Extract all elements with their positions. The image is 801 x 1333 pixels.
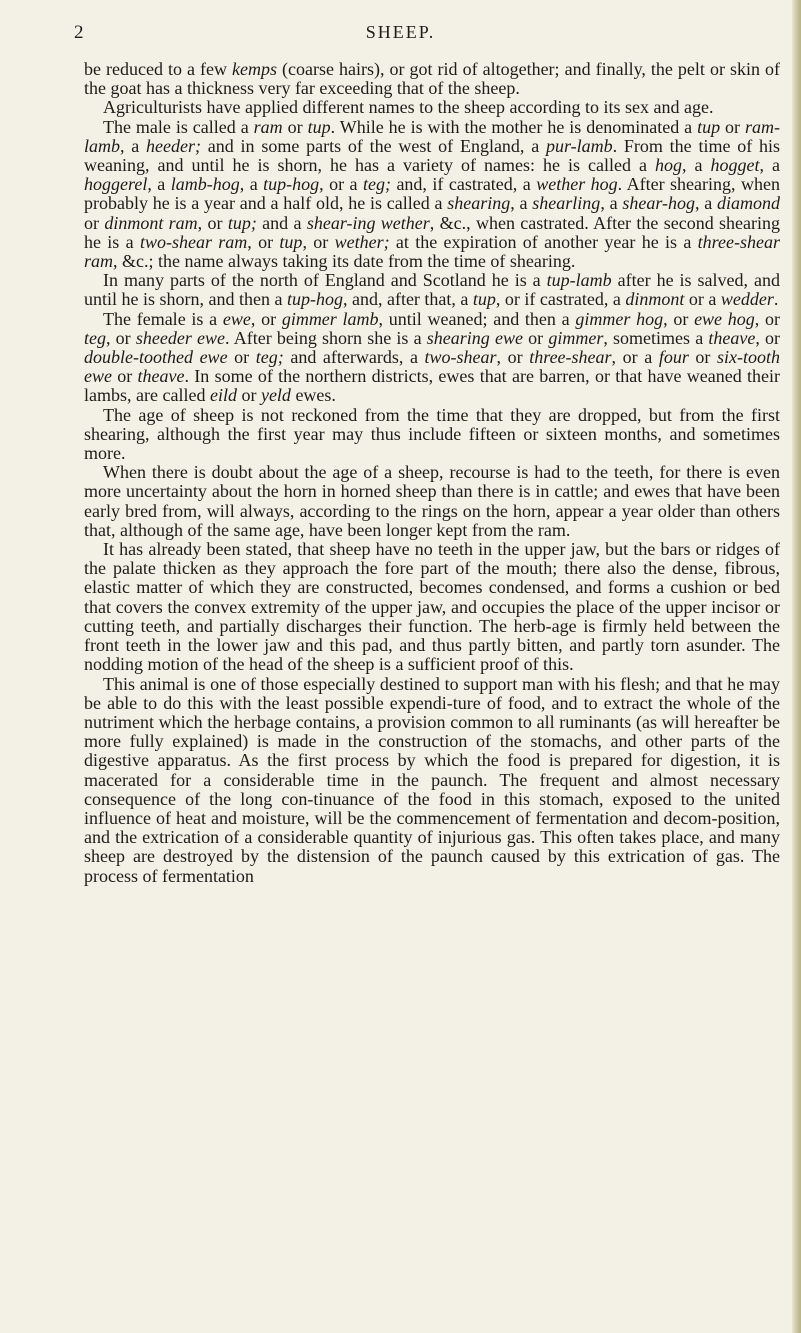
text-run: . bbox=[773, 289, 779, 310]
paragraph bbox=[84, 540, 780, 674]
italic-term: shear-hog bbox=[622, 193, 695, 214]
text-run: or bbox=[522, 327, 549, 348]
paragraph bbox=[84, 118, 780, 272]
text-run: and a bbox=[256, 212, 307, 233]
text-run: , a bbox=[120, 135, 147, 156]
italic-term: gimmer hog bbox=[575, 308, 664, 329]
text-run: or a bbox=[684, 289, 721, 310]
text-run: , or bbox=[197, 212, 228, 233]
text-run: or bbox=[282, 116, 308, 137]
italic-term: shearing bbox=[447, 193, 511, 214]
text-run: , and, after that, a bbox=[342, 289, 473, 310]
text-run: , until weaned; and then a bbox=[378, 308, 576, 329]
text-run: In many parts of the north of England and Scotland he is a bbox=[103, 270, 547, 291]
text-run: , a bbox=[239, 174, 264, 195]
text-run: , or if castrated, a bbox=[495, 289, 626, 310]
text-run: and afterwards, a bbox=[283, 347, 425, 368]
italic-term: pur-lamb bbox=[545, 135, 613, 156]
italic-term: hogget bbox=[710, 155, 760, 176]
text-run: and in some parts of the west of England, a bbox=[201, 135, 546, 156]
italic-term: six-tooth ewe bbox=[84, 347, 781, 387]
italic-term: yeld bbox=[260, 385, 291, 406]
italic-term: dinmont bbox=[625, 289, 685, 310]
italic-term: ram-lamb bbox=[84, 116, 780, 156]
paragraph bbox=[84, 310, 780, 406]
text-run: , &c., when castrated. After the second shearing he is a bbox=[84, 212, 781, 252]
italic-term: theave bbox=[708, 327, 756, 348]
text-run: , a bbox=[759, 155, 780, 176]
italic-term: eild bbox=[209, 385, 237, 406]
paragraph bbox=[84, 98, 780, 117]
text-run: or bbox=[227, 347, 256, 368]
italic-term: teg bbox=[84, 327, 106, 348]
text-run: (coarse hairs), or got rid of altogether; and finally, the pelt or skin of the goat has a thickness very far exceeding that of the sheep. bbox=[84, 59, 780, 99]
text-run: , or bbox=[754, 308, 781, 329]
italic-term: heeder; bbox=[146, 135, 202, 156]
italic-term: three-shear bbox=[529, 347, 612, 368]
italic-term: diamond bbox=[716, 193, 780, 214]
italic-term: dinmont ram bbox=[104, 212, 198, 233]
italic-term: gimmer lamb bbox=[281, 308, 379, 329]
italic-term: theave bbox=[137, 366, 185, 387]
italic-term: two-shear bbox=[424, 347, 497, 368]
text-run: , sometimes a bbox=[603, 327, 709, 348]
italic-term: three-shear ram bbox=[84, 231, 780, 272]
text-run: , or bbox=[302, 231, 335, 252]
text-run: and, if castrated, a bbox=[390, 174, 537, 195]
italic-term: tup bbox=[697, 116, 721, 137]
text-run: , a bbox=[694, 193, 717, 214]
text-run: , &c.; the name always taking its date from the time of shearing. bbox=[113, 251, 576, 272]
paragraph bbox=[84, 271, 780, 309]
italic-term: shearing ewe bbox=[426, 327, 523, 348]
page-number: 2 bbox=[74, 22, 84, 43]
text-run: after he is salved, and until he is shorn, and then a bbox=[84, 270, 780, 310]
text-run: , or bbox=[250, 308, 282, 329]
text-run: , a bbox=[600, 193, 623, 214]
italic-term: ram bbox=[253, 116, 283, 137]
text-run: , or bbox=[247, 231, 280, 252]
page-header bbox=[0, 22, 801, 52]
text-run: , a bbox=[510, 193, 533, 214]
italic-term: shearling bbox=[532, 193, 601, 214]
italic-term: ewe bbox=[222, 308, 251, 329]
text-run: , or a bbox=[319, 174, 363, 195]
italic-term: teg; bbox=[255, 347, 284, 368]
text-run: This animal is one of those especially destined to support man with his flesh; and that he may be able to do this with the least possible expendi-ture of food, and to extract the whole of the nutriment which the herbage contains, a provision common to all ruminants (as will hereafter be more fully explained) is made in the construction of the stomachs, and other parts of the digestive apparatus. As the first process by which the food is prepared for digestion, it is macerated for a considerable time in the paunch. The frequent and almost necessary consequence of the long con-tinuance of the food in this stomach, exposed to the united influence of heat and moisture, will be the commencement of fermentation and decom-position, and the extrication of a considerable quantity of injurious gas. This often takes place, and many sheep are destroyed by the distension of the paunch caused by this extrication of gas. The process of fermentation bbox=[84, 673, 780, 886]
italic-term: tup-lamb bbox=[546, 270, 612, 291]
paragraph bbox=[84, 675, 780, 886]
italic-term: tup bbox=[307, 116, 331, 137]
text-run: The male is called a bbox=[103, 116, 254, 137]
running-head: SHEEP. bbox=[365, 22, 436, 42]
text-run: , or bbox=[106, 327, 136, 348]
italic-term: sheeder ewe bbox=[135, 327, 226, 348]
italic-term: tup bbox=[279, 231, 303, 252]
text-run: or bbox=[84, 212, 105, 233]
italic-term: teg; bbox=[363, 174, 391, 195]
italic-term: lamb-hog bbox=[170, 174, 240, 195]
text-run: , a bbox=[147, 174, 171, 195]
text-run: The age of sheep is not reckoned from the time that they are dropped, but from the first shearing, although the first year may thus include fifteen or sixteen months, and sometimes more. bbox=[84, 404, 780, 464]
italic-term: tup; bbox=[227, 212, 257, 233]
italic-term: two-shear ram bbox=[139, 231, 248, 252]
text-run: . After shearing, when probably he is a year and a half old, he is called a bbox=[84, 174, 780, 214]
italic-term: four bbox=[658, 347, 689, 368]
text-run: , a bbox=[681, 155, 711, 176]
text-run: . After being shorn she is a bbox=[225, 327, 427, 348]
text-run: The female is a bbox=[103, 308, 223, 329]
italic-term: wether; bbox=[334, 231, 390, 252]
italic-term: tup-hog bbox=[286, 289, 343, 310]
text-run: or bbox=[236, 385, 261, 406]
italic-term: kemps bbox=[232, 59, 278, 79]
text-run: When there is doubt about the age of a sheep, recourse is had to the teeth, for there is even more uncertainty about the horn in horned sheep than there is in cattle; and ewes that have been early bred from, will always, according to the rings on the horn, appear a year older than others that, although of the same age, have been longer kept from the ram. bbox=[84, 462, 780, 540]
italic-term: shear-ing wether bbox=[306, 212, 430, 233]
italic-term: gimmer bbox=[548, 327, 604, 348]
italic-term: tup-hog bbox=[263, 174, 320, 195]
paragraph bbox=[84, 463, 780, 540]
italic-term: ewe hog bbox=[694, 308, 755, 329]
text-run: , or bbox=[496, 347, 530, 368]
text-run: or bbox=[720, 116, 745, 137]
text-run: at the expiration of another year he is a bbox=[389, 231, 698, 252]
italic-term: hog bbox=[654, 155, 682, 176]
italic-term: wedder bbox=[720, 289, 774, 310]
italic-term: wether hog bbox=[536, 174, 618, 195]
page-edge-shadow bbox=[792, 0, 801, 1333]
text-run: ewes. bbox=[290, 385, 336, 406]
paragraph bbox=[84, 406, 780, 464]
text-run: It has already been stated, that sheep have no teeth in the upper jaw, but the bars or ridges of the palate thicken as they approach the fore part of the mouth; there also the dense, fibrous, elastic matter of which they are constructed, becomes condensed, and forms a cushion or bed that covers the convex extremity of the upper jaw, and occupies the place of the upper incisor or cutting teeth, and partially discharges their function. The herb-age is firmly held between the front teeth in the lower jaw and this pad, and thus partly bitten, and partly torn asunder. The nodding motion of the head of the sheep is a sufficient proof of this. bbox=[84, 539, 780, 675]
text-run: or bbox=[111, 366, 138, 387]
text-run: . While he is with the mother he is denominated a bbox=[330, 116, 698, 137]
italic-term: double-toothed ewe bbox=[84, 347, 228, 368]
body-text bbox=[84, 60, 780, 886]
text-run: . In some of the northern districts, ewes that are barren, or that have weaned their lambs, are called bbox=[84, 366, 780, 406]
text-run: , or bbox=[755, 327, 781, 348]
text-run: . From the time of his weaning, and until he is shorn, he has a variety of names: he is called a bbox=[84, 135, 780, 176]
italic-term: hoggerel bbox=[84, 174, 148, 195]
text-run: Agriculturists have applied different names to the sheep according to its sex and age. bbox=[103, 97, 714, 118]
paragraph bbox=[84, 60, 780, 98]
text-run: or bbox=[688, 347, 718, 368]
italic-term: tup bbox=[472, 289, 496, 310]
text-run: be reduced to a few bbox=[84, 59, 233, 79]
text-run: , or a bbox=[611, 347, 659, 368]
text-run: , or bbox=[663, 308, 695, 329]
